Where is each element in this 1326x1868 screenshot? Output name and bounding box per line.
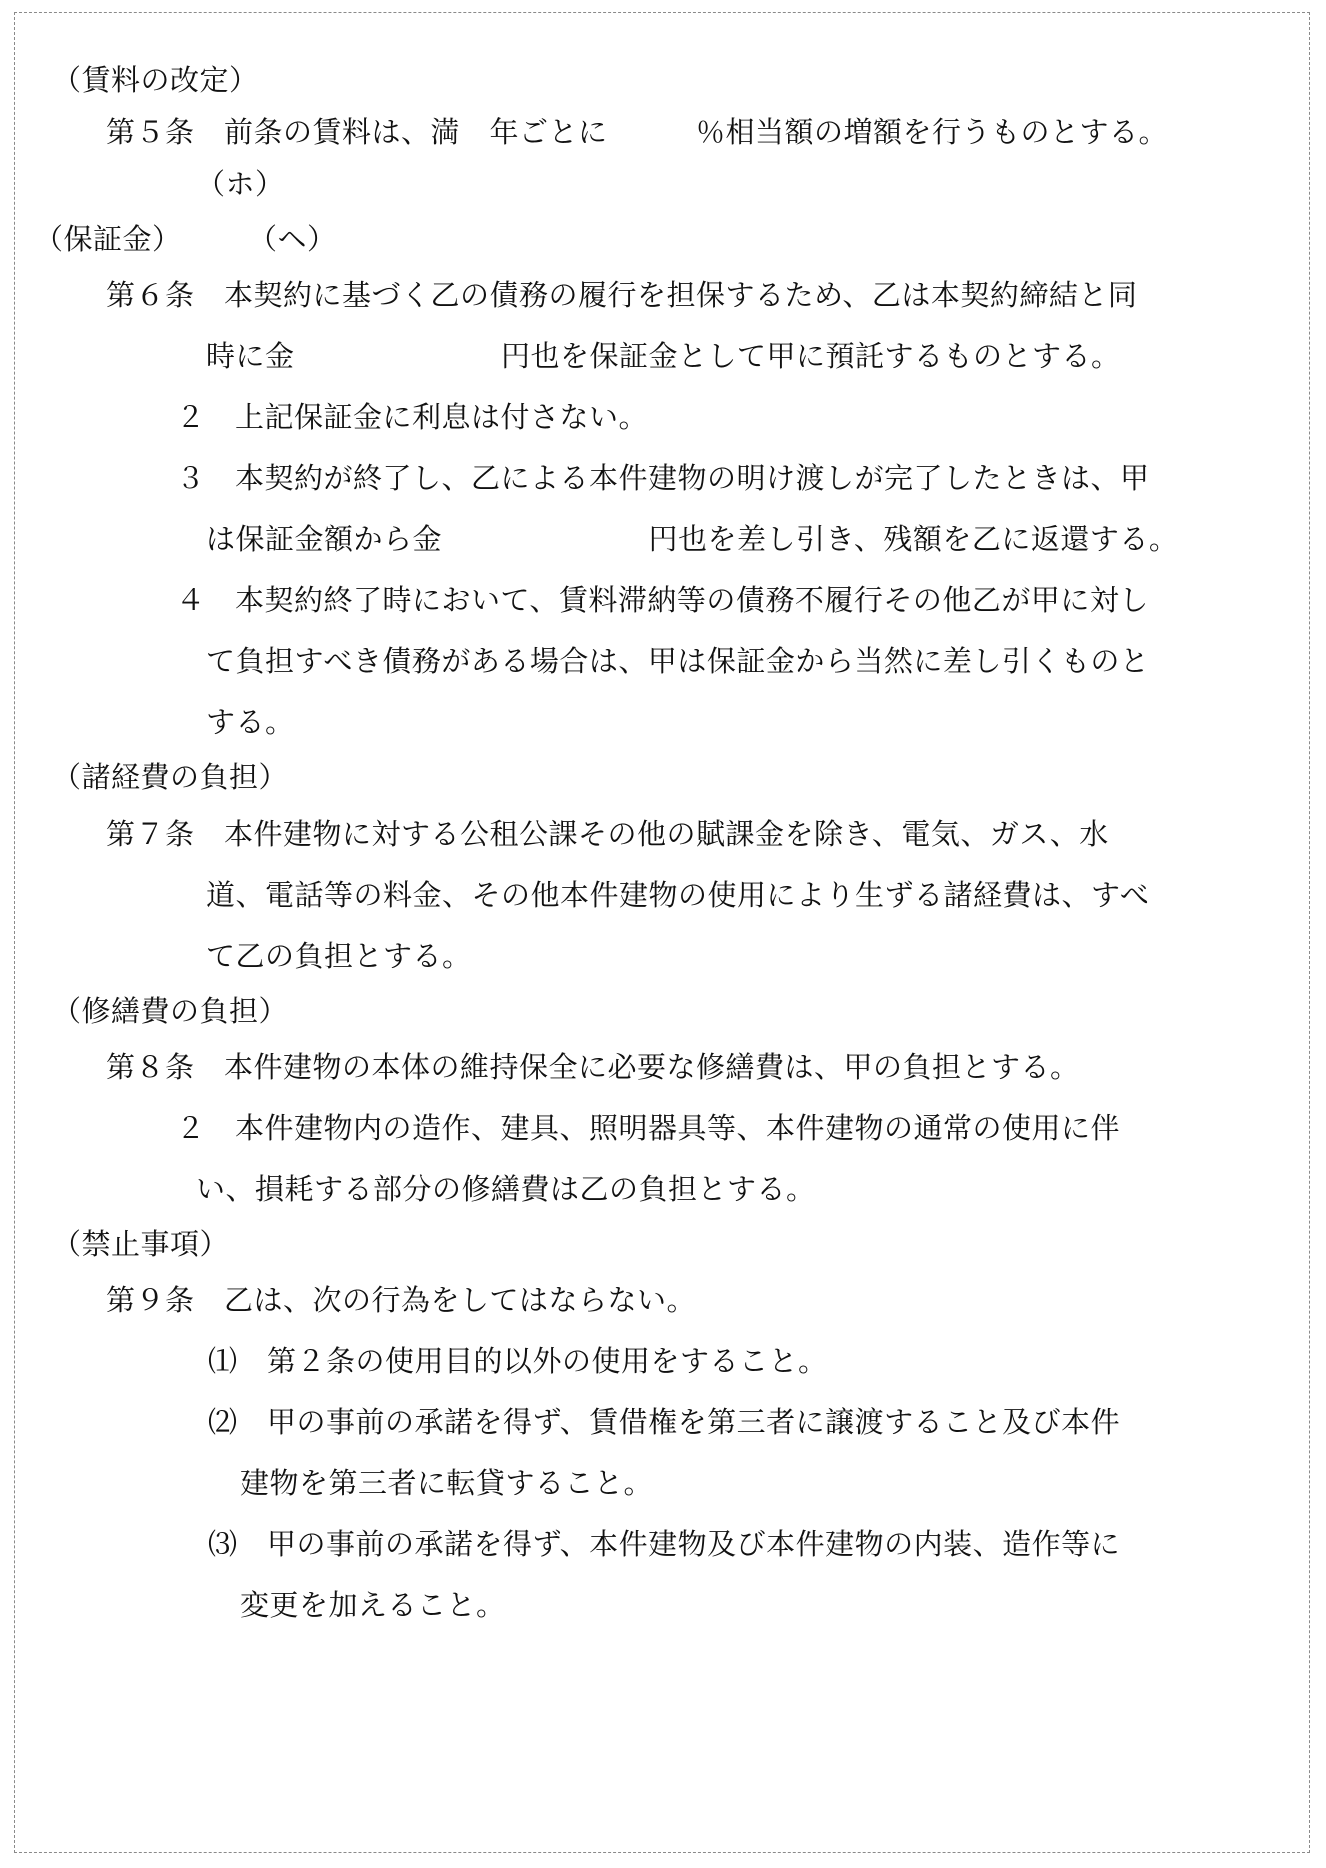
sec5-caption: （賃料の改定） xyxy=(52,63,259,97)
sec8-para2-line2: い、損耗する部分の修繕費は乙の負担とする。 xyxy=(196,1172,816,1206)
sec6-marker: （ヘ） xyxy=(248,222,337,256)
sec7-article-line2: 道、電話等の料金、その他本件建物の使用により生ずる諸経費は、すべ xyxy=(206,878,1150,912)
sec9-item1: ⑴ 第２条の使用目的以外の使用をすること。 xyxy=(208,1344,828,1378)
sec7-article-line1: 第７条 本件建物に対する公租公課その他の賦課金を除き、電気、ガス、水 xyxy=(106,817,1109,851)
sec9-item3-line1: ⑶ 甲の事前の承諾を得ず、本件建物及び本件建物の内装、造作等に xyxy=(208,1527,1121,1561)
sec6-article-line1: 第６条 本契約に基づく乙の債務の履行を担保するため、乙は本契約締結と同 xyxy=(106,278,1138,312)
sec6-para4-line2: て負担すべき債務がある場合は、甲は保証金から当然に差し引くものと xyxy=(206,644,1150,678)
sec7-article-line3: て乙の負担とする。 xyxy=(206,939,472,973)
sec8-article: 第８条 本件建物の本体の維持保全に必要な修繕費は、甲の負担とする。 xyxy=(106,1050,1080,1084)
sec9-item3-line2: 変更を加えること。 xyxy=(240,1588,506,1622)
sec9-article: 第９条 乙は、次の行為をしてはならない。 xyxy=(106,1283,697,1317)
sec6-caption: （保証金） xyxy=(34,222,182,256)
sec9-caption: （禁止事項） xyxy=(52,1227,230,1261)
sec7-caption: （諸経費の負担） xyxy=(52,760,289,794)
sec6-para3-line2: は保証金額から金 円也を差し引き、残額を乙に返還する。 xyxy=(206,522,1179,556)
sec6-para4-line3: する。 xyxy=(206,705,295,739)
sec8-para2-line1: ２ 本件建物内の造作、建具、照明器具等、本件建物の通常の使用に伴 xyxy=(176,1111,1121,1145)
sec5-article: 第５条 前条の賃料は、満 年ごとに ％相当額の増額を行うものとする。 xyxy=(106,115,1169,149)
sec6-article-line2: 時に金 円也を保証金として甲に預託するものとする。 xyxy=(206,339,1121,373)
sec5-marker: （ホ） xyxy=(196,167,285,201)
sec6-para3-line1: ３ 本契約が終了し、乙による本件建物の明け渡しが完了したときは、甲 xyxy=(176,461,1150,495)
sec9-item2-line1: ⑵ 甲の事前の承諾を得ず、賃借権を第三者に譲渡すること及び本件 xyxy=(208,1405,1121,1439)
sec8-caption: （修繕費の負担） xyxy=(52,994,289,1028)
sec6-para2: ２ 上記保証金に利息は付さない。 xyxy=(176,400,649,434)
sec9-item2-line2: 建物を第三者に転貸すること。 xyxy=(240,1466,654,1500)
sec6-para4-line1: ４ 本契約終了時において、賃料滞納等の債務不履行その他乙が甲に対し xyxy=(176,583,1149,617)
